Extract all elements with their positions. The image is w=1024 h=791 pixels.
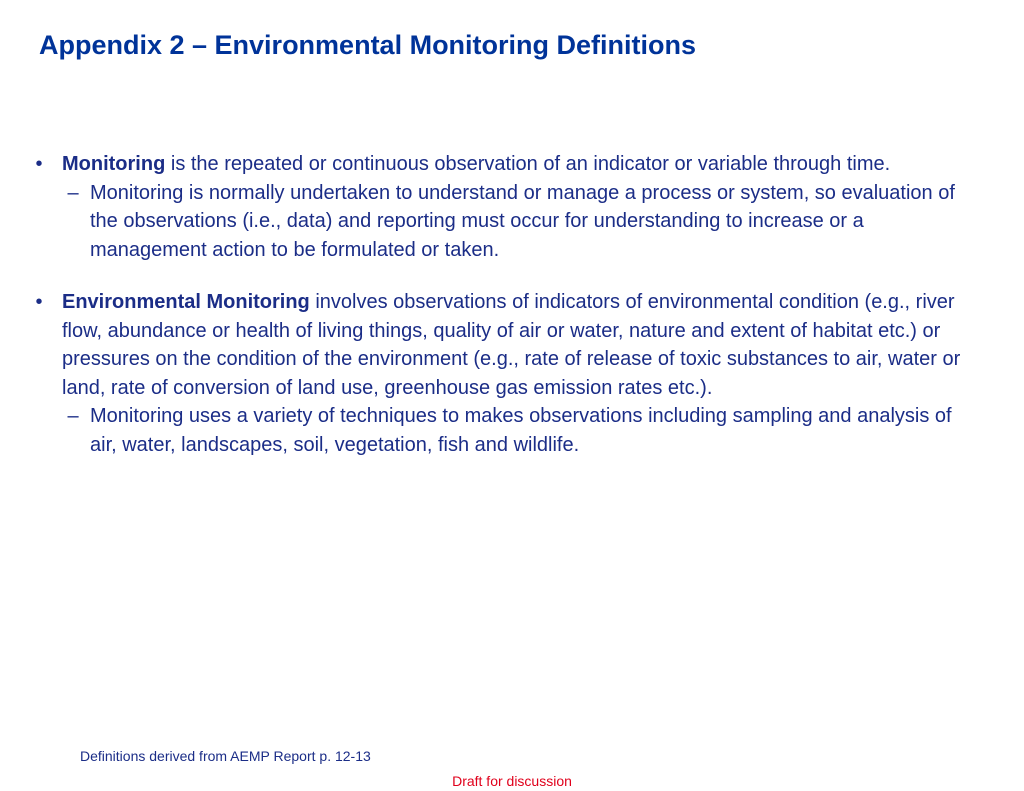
bullet-icon: • — [35, 153, 43, 175]
footnote: Definitions derived from AEMP Report p. 12-13 — [80, 748, 371, 764]
dash-icon: – — [67, 181, 79, 204]
term-environmental-monitoring: Environmental Monitoring — [62, 291, 310, 313]
dash-icon: – — [67, 405, 79, 427]
sub-bullet-environmental-monitoring — [62, 402, 978, 459]
definition-environmental-monitoring: involves observations of indicators of environmental condition (e.g., river flow, abundance or health of living things, quality of air or water, nature and extent of habitat etc.) or pressures on the condition of the environment (e.g., rate of release of toxic substances to air, water or land, rate of conversion of land use, greenhouse gas emission rates etc.). — [62, 291, 961, 399]
bullet-icon: • — [35, 291, 43, 313]
draft-label: Draft for discussion — [452, 773, 572, 789]
slide-content — [28, 150, 978, 459]
sub-bullet-text: Monitoring uses a variety of techniques to makes observations including sampling and analysis of air, water, landscapes, soil, vegetation, fish and wildlife. — [90, 405, 952, 456]
sub-bullet-text: Monitoring is normally undertaken to understand or manage a process or system, so evaluation of the observations (i.e., data) and reporting must occur for understanding to increase or a management action to be formulated or taken. — [90, 181, 955, 261]
bullet-environmental-monitoring — [28, 288, 978, 459]
definition-monitoring: is the repeated or continuous observation of an indicator or variable through time. — [165, 153, 891, 175]
bullet-monitoring — [28, 150, 978, 264]
page-title: Appendix 2 – Environmental Monitoring Definitions — [39, 30, 697, 60]
bullet-text — [62, 150, 978, 179]
sub-bullet-monitoring — [62, 179, 978, 265]
term-monitoring: Monitoring — [62, 153, 166, 175]
bullet-text — [62, 288, 978, 402]
